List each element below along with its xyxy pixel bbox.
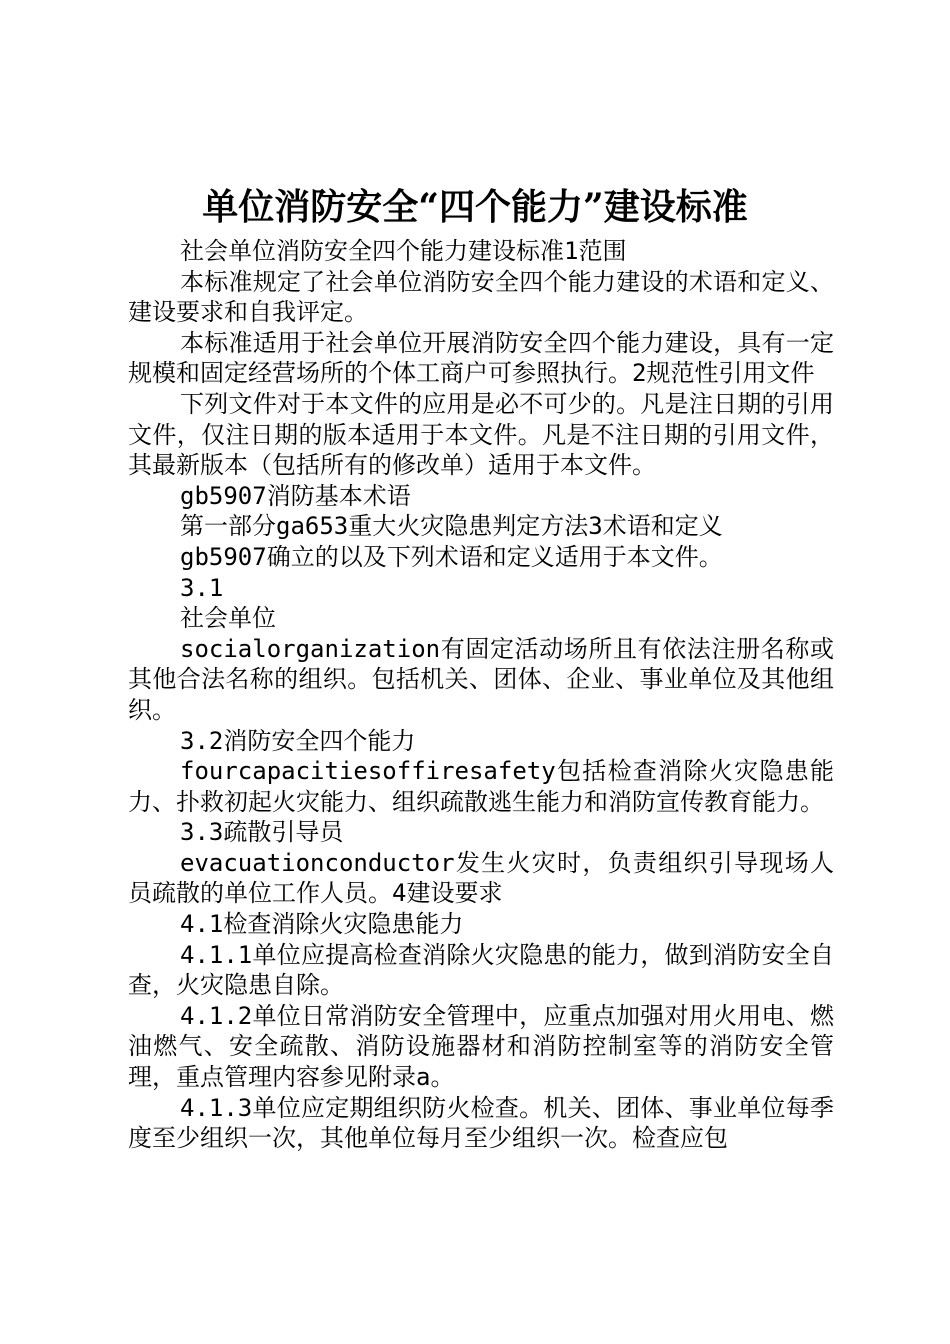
paragraph: 4.1检查消除火灾隐患能力	[180, 910, 464, 939]
paragraph: 社会单位	[180, 604, 276, 633]
paragraph: socialorganization有固定活动场所且有依法注册名称或其他合法名称的组织。包括机关、团体、企业、事业单位及其他组织。	[128, 634, 834, 724]
paragraph: fourcapacitiesoffiresafety包括检查消除火灾隐患能力、扑救初起火灾能力、组织疏散逃生能力和消防宣传教育能力。	[128, 757, 834, 816]
paragraph: 4.1.3单位应定期组织防火检查。机关、团体、事业单位每季度至少组织一次，其他单位每月至少组织一次。检查应包	[128, 1093, 834, 1153]
paragraph: 3.3疏散引导员	[180, 818, 344, 847]
paragraph: gb5907消防基本术语	[180, 481, 411, 510]
document-title: 单位消防安全“四个能力”建设标准	[202, 186, 748, 228]
paragraph: 下列文件对于本文件的应用是必不可少的。凡是注日期的引用文件，仅注日期的版本适用于本文件。凡是不注日期的引用文件，其最新版本（包括所有的修改单）适用于本文件。	[128, 389, 834, 480]
paragraph: 4.1.1单位应提高检查消除火灾隐患的能力，做到消防安全自查，火灾隐患自除。	[128, 940, 834, 1000]
paragraph: 社会单位消防安全四个能力建设标准1范围	[180, 237, 627, 265]
paragraph: 本标准规定了社会单位消防安全四个能力建设的术语和定义、建设要求和自我评定。	[128, 267, 834, 327]
paragraph: 3.1	[180, 573, 224, 602]
paragraph: evacuationconductor发生火灾时，负责组织引导现场人员疏散的单位工作人员。4建设要求	[128, 848, 834, 908]
paragraph: 第一部分ga653重大火灾隐患判定方法3术语和定义	[180, 512, 723, 541]
paragraph: gb5907确立的以及下列术语和定义适用于本文件。	[180, 542, 723, 571]
paragraph: 4.1.2单位日常消防安全管理中，应重点加强对用火用电、燃油燃气、安全疏散、消防设施器材和消防控制室等的消防安全管理，重点管理内容参见附录a。	[128, 1001, 834, 1092]
document-body	[128, 236, 834, 1154]
paragraph: 3.2消防安全四个能力	[180, 726, 416, 755]
paragraph: 本标准适用于社会单位开展消防安全四个能力建设，具有一定规模和固定经营场所的个体工商户可参照执行。2规范性引用文件	[128, 328, 834, 388]
